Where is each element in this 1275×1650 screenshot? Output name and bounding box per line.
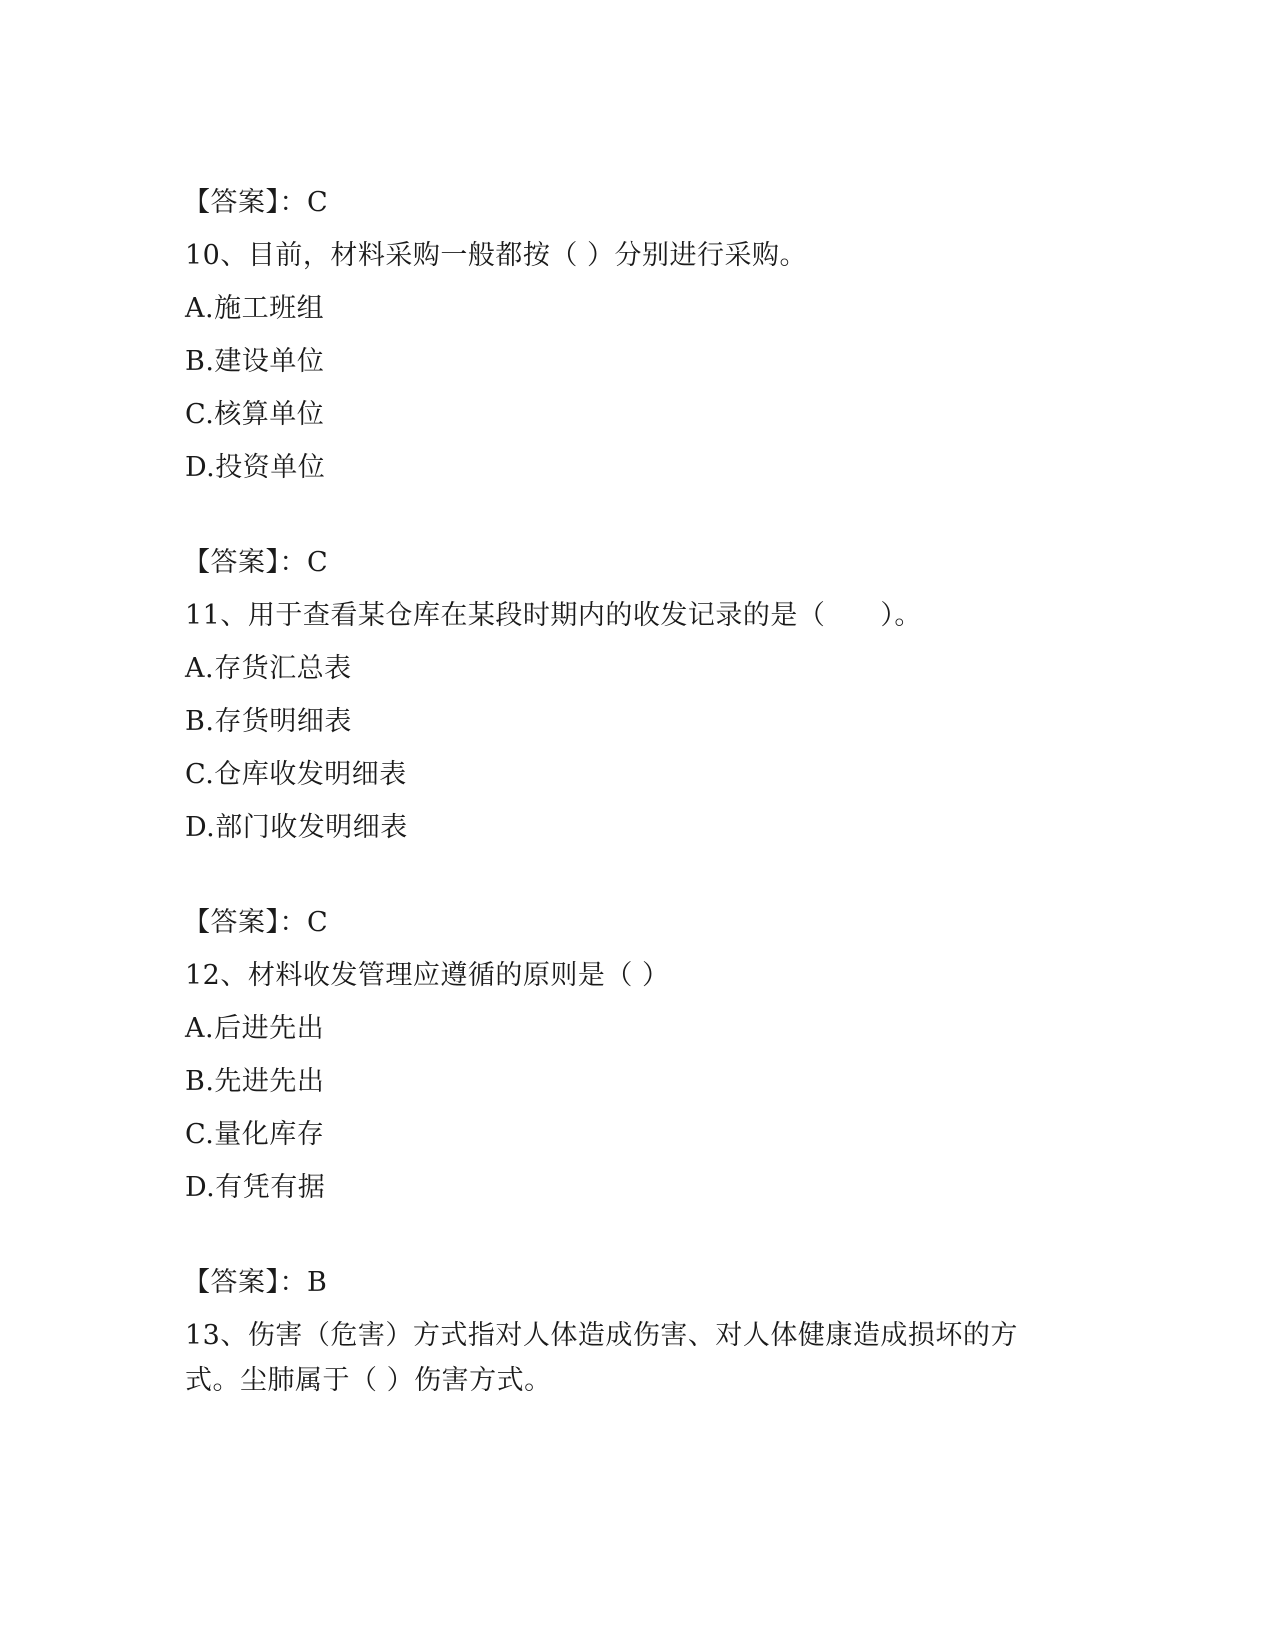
question-13-text-line-2: 式。尘肺属于（ ）伤害方式。 xyxy=(185,1365,552,1396)
answer-line: 【答案】：B xyxy=(183,1267,328,1298)
answer-line: 【答案】：C xyxy=(183,547,329,578)
option-d: D.部门收发明细表 xyxy=(185,812,408,843)
option-a: A.后进先出 xyxy=(185,1013,325,1044)
option-b: B.先进先出 xyxy=(185,1066,325,1097)
option-c: C.仓库收发明细表 xyxy=(185,759,407,790)
question-13-text-line-1: 13、伤害（危害）方式指对人体造成伤害、对人体健康造成损坏的方 xyxy=(185,1320,1018,1351)
option-b: B.存货明细表 xyxy=(185,706,352,737)
question-11-text: 11、用于查看某仓库在某段时期内的收发记录的是（ ）。 xyxy=(185,600,922,631)
option-b: B.建设单位 xyxy=(185,346,325,377)
question-12-text: 12、材料收发管理应遵循的原则是（ ） xyxy=(185,960,670,991)
answer-line: 【答案】：C xyxy=(183,187,329,218)
option-d: D.投资单位 xyxy=(185,452,326,483)
option-a: A.存货汇总表 xyxy=(185,653,352,684)
option-d: D.有凭有据 xyxy=(185,1172,326,1203)
option-a: A.施工班组 xyxy=(185,293,325,324)
option-c: C.量化库存 xyxy=(185,1119,325,1150)
answer-line: 【答案】：C xyxy=(183,907,329,938)
question-10-text: 10、目前，材料采购一般都按（ ）分别进行采购。 xyxy=(185,240,807,271)
option-c: C.核算单位 xyxy=(185,399,325,430)
